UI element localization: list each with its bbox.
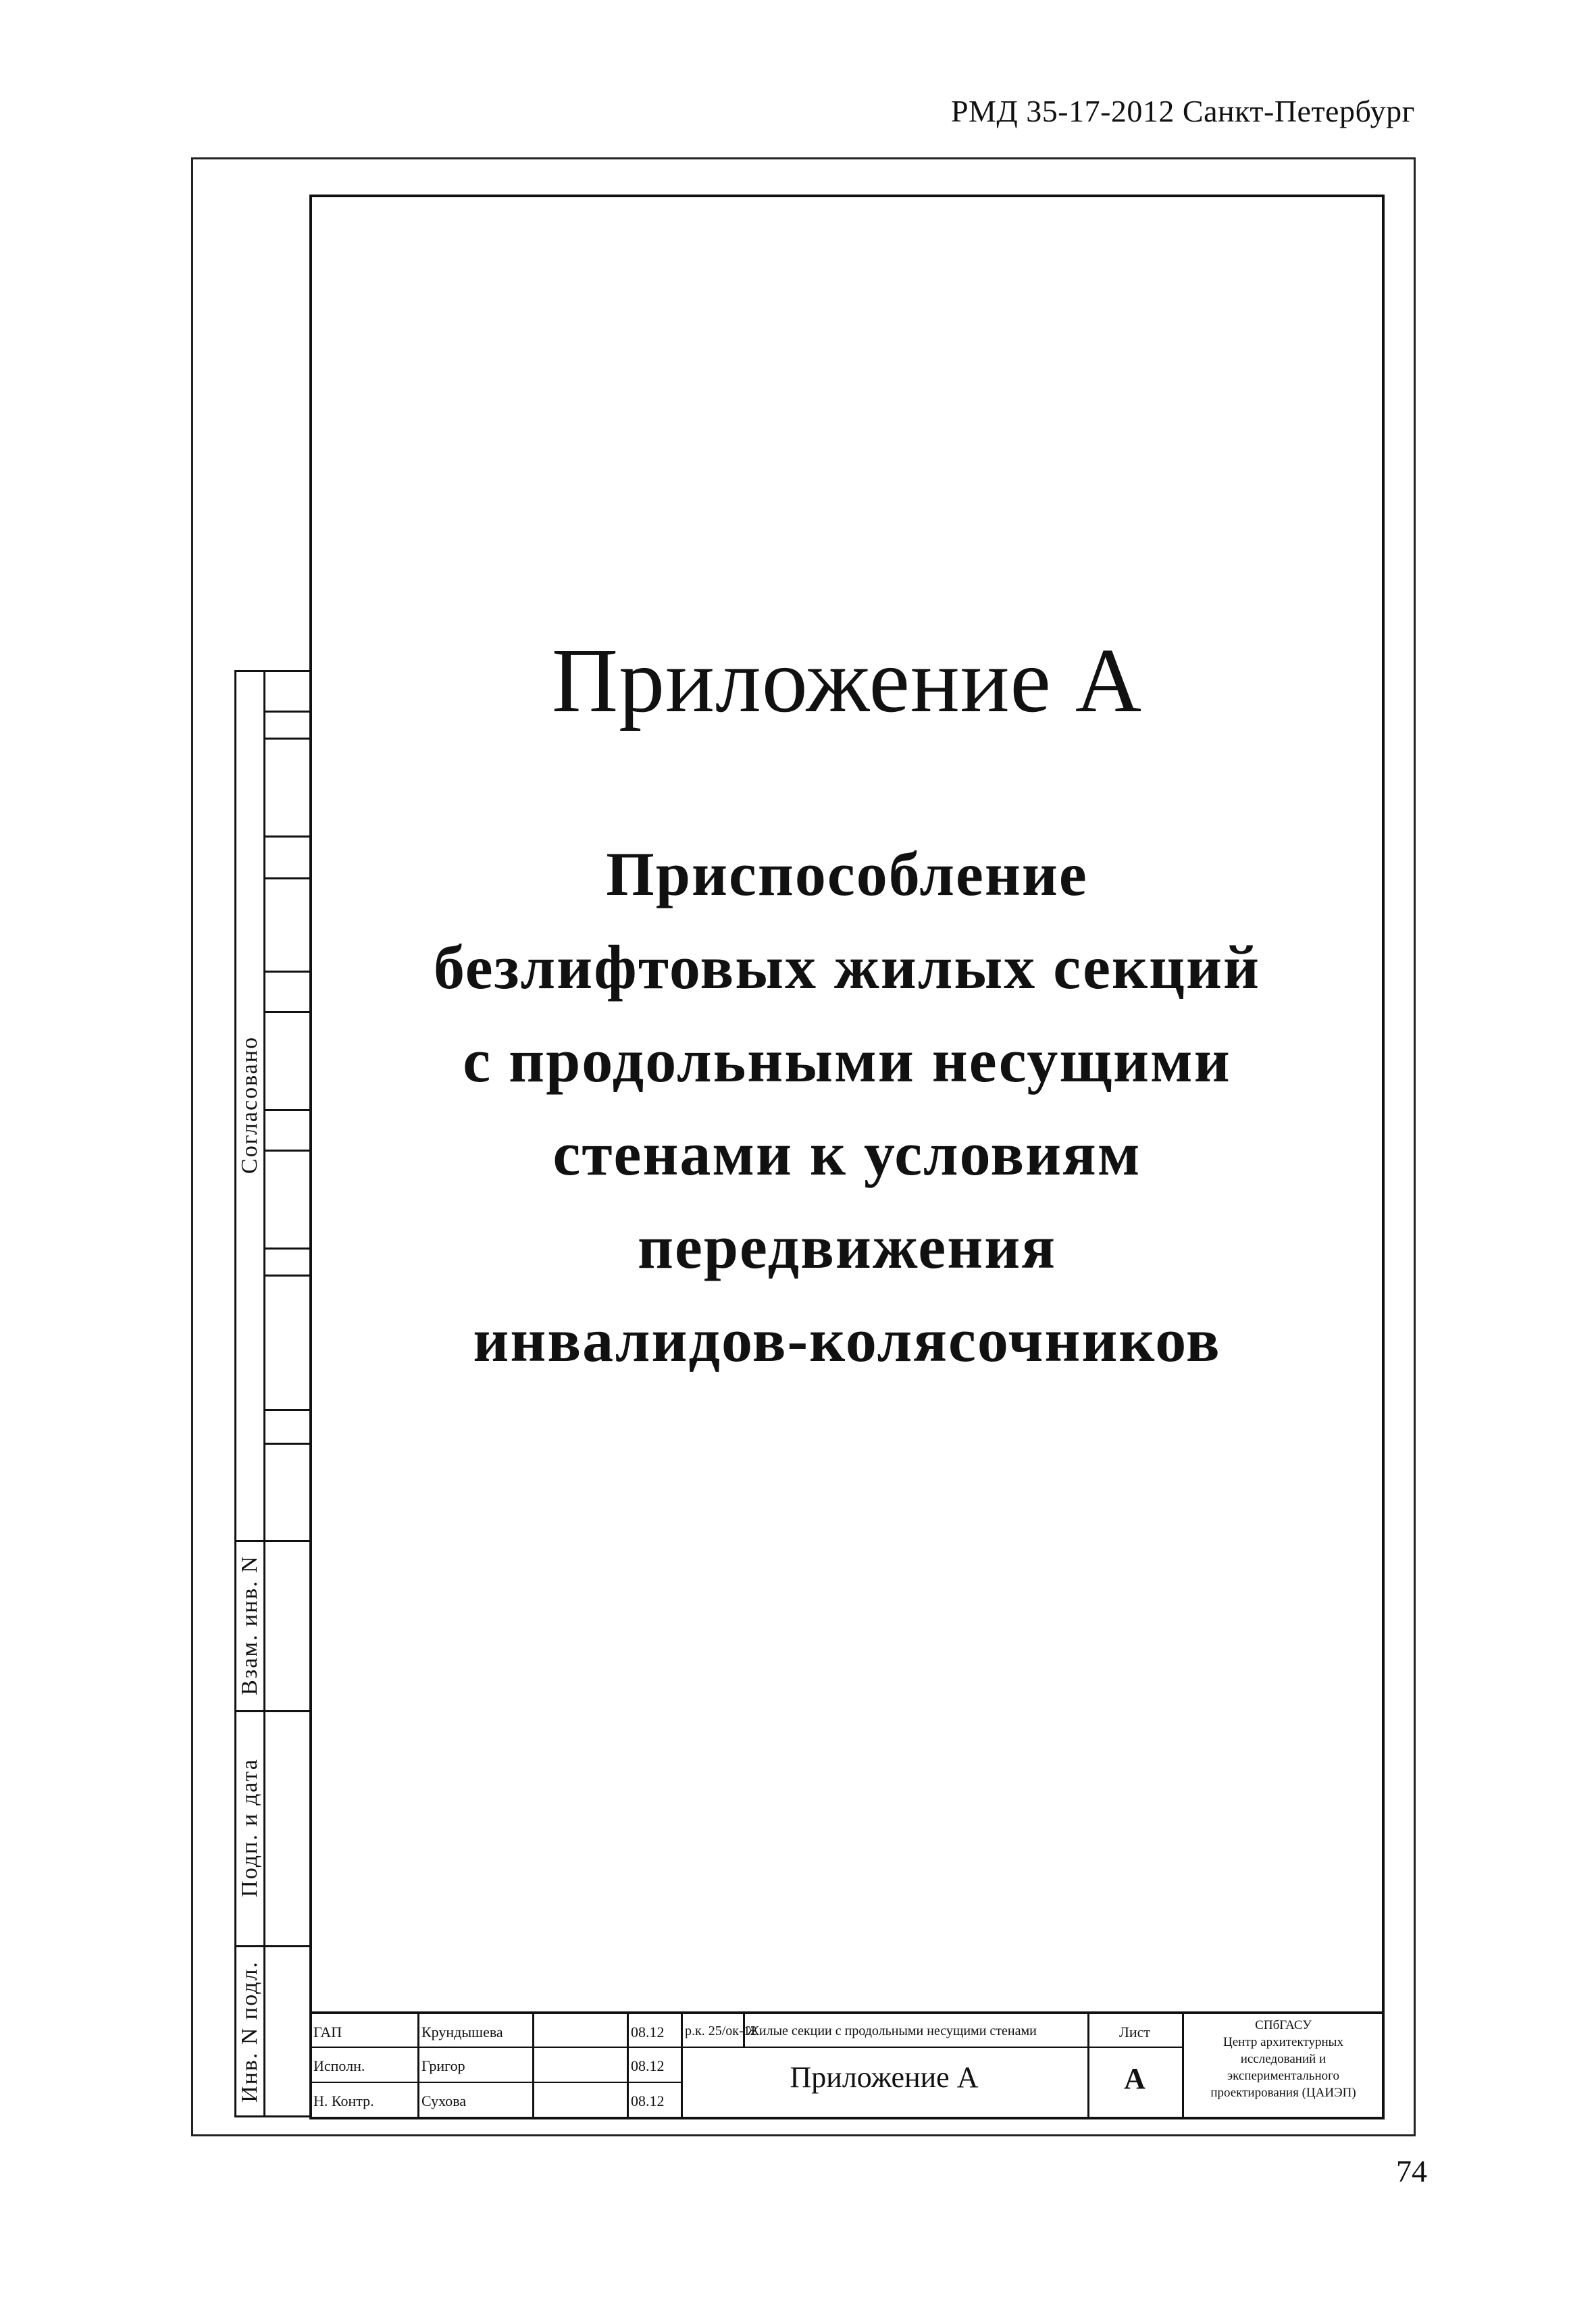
tb-sheet-label: Лист — [1118, 2024, 1151, 2040]
tb-row-line — [309, 2082, 681, 2083]
tb-name: Сухова — [421, 2092, 467, 2109]
tb-org-line: проектирования (ЦАИЭП) — [1210, 2086, 1356, 2100]
margin-stamp-value-column — [265, 670, 309, 2117]
tb-sheet-value: А — [1124, 2062, 1145, 2095]
stamp-grid-line — [265, 1248, 309, 1250]
tb-org-line: экспериментального — [1227, 2069, 1339, 2083]
tb-role: Н. Контр. — [313, 2092, 374, 2109]
tb-org-line: Центр архитектурных — [1223, 2035, 1343, 2049]
stamp-label-agreed: Согласовано — [237, 1036, 262, 1174]
subtitle-line: передвижения — [638, 1212, 1056, 1281]
subtitle-line: с продольными несущими — [463, 1026, 1231, 1095]
tb-divider — [627, 2014, 629, 2119]
tb-org-line: СПбГАСУ — [1255, 2018, 1312, 2032]
stamp-grid-line — [265, 1275, 309, 1277]
stamp-grid-line — [265, 971, 309, 973]
tb-role: ГАП — [313, 2024, 342, 2040]
tb-date: 08.12 — [631, 2057, 665, 2074]
running-header: РМД 35-17-2012 Санкт-Петербург — [950, 94, 1415, 128]
stamp-grid-line — [265, 1109, 309, 1111]
tb-organization — [1182, 2017, 1385, 2101]
subtitle-line: безлифтовых жилых секций — [433, 933, 1261, 1002]
tb-name: Крундышева — [421, 2024, 503, 2040]
stamp-grid-line — [265, 1443, 309, 1445]
tb-org-line: исследований и — [1240, 2052, 1327, 2066]
tb-date: 08.12 — [631, 2092, 665, 2109]
tb-divider — [532, 2014, 534, 2119]
tb-doc-code: р.к. 25/ок-12 — [685, 2024, 757, 2038]
subtitle-line: инвалидов-колясочников — [473, 1306, 1221, 1374]
stamp-label-replaced-inv: Взам. инв. N — [237, 1555, 262, 1695]
appendix-subtitle — [309, 827, 1385, 1387]
tb-sheet-title: Приложение А — [790, 2061, 979, 2094]
stamp-grid-line — [265, 877, 309, 879]
stamp-label-signature-date: Подп. и дата — [237, 1758, 263, 1897]
tb-name: Григор — [421, 2057, 465, 2074]
stamp-grid-line — [265, 1011, 309, 1013]
stamp-grid-line — [265, 1150, 309, 1152]
title-block — [309, 2011, 1385, 2119]
stamp-grid-line — [265, 738, 309, 740]
tb-role: Исполн. — [313, 2057, 365, 2074]
stamp-grid-line — [265, 711, 309, 713]
appendix-title: Приложение А — [551, 630, 1143, 731]
margin-stamp — [234, 670, 309, 2117]
page-number: 74 — [1396, 2154, 1427, 2188]
subtitle-line: Приспособление — [606, 840, 1088, 908]
stamp-label-original-inv: Инв. N подл. — [237, 1960, 262, 2103]
stamp-grid-line — [265, 835, 309, 838]
tb-row-line — [309, 2047, 681, 2048]
tb-date: 08.12 — [631, 2024, 665, 2040]
stamp-grid-line — [265, 1409, 309, 1411]
tb-divider — [417, 2014, 419, 2119]
subtitle-line: стенами к условиям — [552, 1119, 1141, 1188]
tb-doc-subject: Жилые секции с продольными несущими стенами — [747, 2024, 1037, 2038]
tb-row-line — [681, 2047, 1182, 2048]
